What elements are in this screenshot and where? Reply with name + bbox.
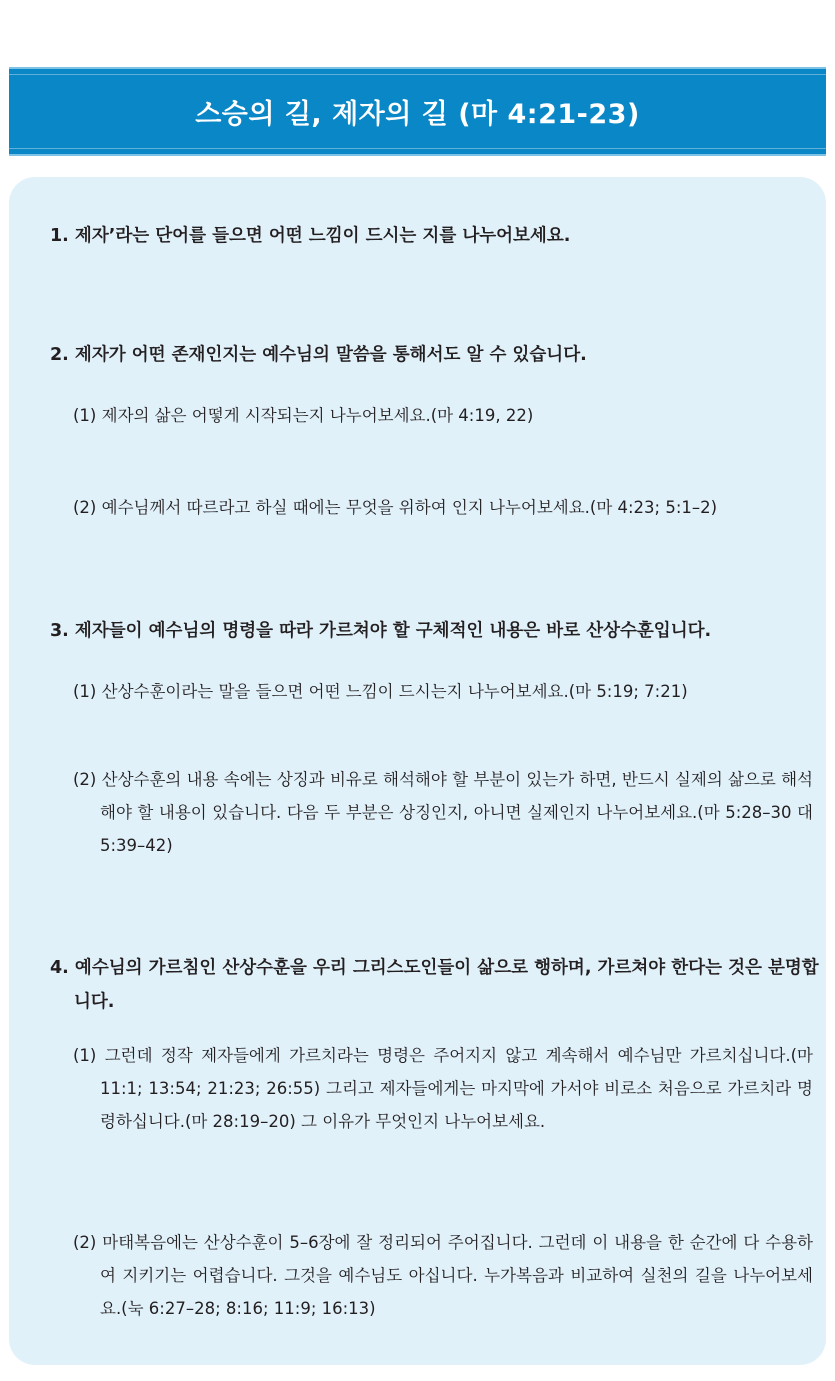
title-banner-inner	[9, 74, 826, 149]
question-text: 제자’라는 단어를 들으면 어떤 느낌이 드시는 지를 나누어보세요.	[74, 226, 571, 246]
question-text: 예수님의 가르침인 산상수훈을 우리 그리스도인들이 삶으로 행하며, 가르쳐야 한다는 것은 분명합니다.	[74, 958, 819, 1012]
sub-question-text: 그런데 정작 제자들에게 가르치라는 명령은 주어지지 않고 계속해서 예수님만 가르치십니다.(마 11:1; 13:54; 21:23; 26:55) 그리고 제자들에게는 마지막에 가서야 비로소 처음으로 가르치라 명령하십니다.(마 28:19–20) 그 이유가 무엇인지 나누어보세요.	[100, 1046, 813, 1131]
sub-question-text: 예수님께서 따르라고 하실 때에는 무엇을 위하여 인지 나누어보세요.(마 4:23; 5:1–2)	[101, 498, 718, 517]
sub-question-number: (2)	[73, 770, 97, 789]
sub-question-text: 마태복음에는 산상수훈이 5–6장에 잘 정리되어 주어집니다. 그런데 이 내용을 한 순간에 다 수용하여 지키기는 어렵습니다. 그것을 예수님도 아십니다. 누가복음과 비교하여 실천의 길을 나누어보세요.(눅 6:27–28; 8:16; 11:9; 16:13)	[100, 1233, 813, 1318]
title-banner	[9, 67, 826, 156]
question-number: 1.	[50, 226, 69, 246]
question-1	[50, 219, 795, 253]
sub-question-text: 산상수훈이라는 말을 들으면 어떤 느낌이 드시는지 나누어보세요.(마 5:19; 7:21)	[101, 682, 688, 701]
question-2	[50, 338, 795, 372]
question-text: 제자가 어떤 존재인지는 예수님의 말씀을 통해서도 알 수 있습니다.	[74, 345, 587, 365]
sub-question-4-2	[73, 1226, 813, 1325]
sub-question-3-2	[73, 763, 813, 862]
sub-question-number: (2)	[73, 1233, 97, 1252]
sub-question-number: (1)	[73, 682, 97, 701]
page-title: 스승의 길, 제자의 길 (마 4:21-23)	[195, 99, 640, 130]
sub-question-3-1	[73, 675, 813, 708]
sub-question-number: (1)	[73, 1046, 97, 1065]
sub-question-number: (2)	[73, 498, 97, 517]
question-3	[50, 614, 795, 648]
question-4	[50, 951, 819, 1019]
sub-question-text: 제자의 삶은 어떻게 시작되는지 나누어보세요.(마 4:19, 22)	[101, 406, 534, 425]
question-number: 3.	[50, 621, 69, 641]
question-number: 4.	[50, 958, 69, 978]
sub-question-text: 산상수훈의 내용 속에는 상징과 비유로 해석해야 할 부분이 있는가 하면, 반드시 실제의 삶으로 해석해야 할 내용이 있습니다. 다음 두 부분은 상징인지, 아니면 실제인지 나누어보세요.(마 5:28–30 대 5:39–42)	[100, 770, 813, 855]
question-number: 2.	[50, 345, 69, 365]
sub-question-number: (1)	[73, 406, 97, 425]
question-text: 제자들이 예수님의 명령을 따라 가르쳐야 할 구체적인 내용은 바로 산상수훈입니다.	[74, 621, 712, 641]
sub-question-2-2	[73, 491, 813, 524]
sub-question-2-1	[73, 399, 813, 432]
sub-question-4-1	[73, 1039, 813, 1138]
